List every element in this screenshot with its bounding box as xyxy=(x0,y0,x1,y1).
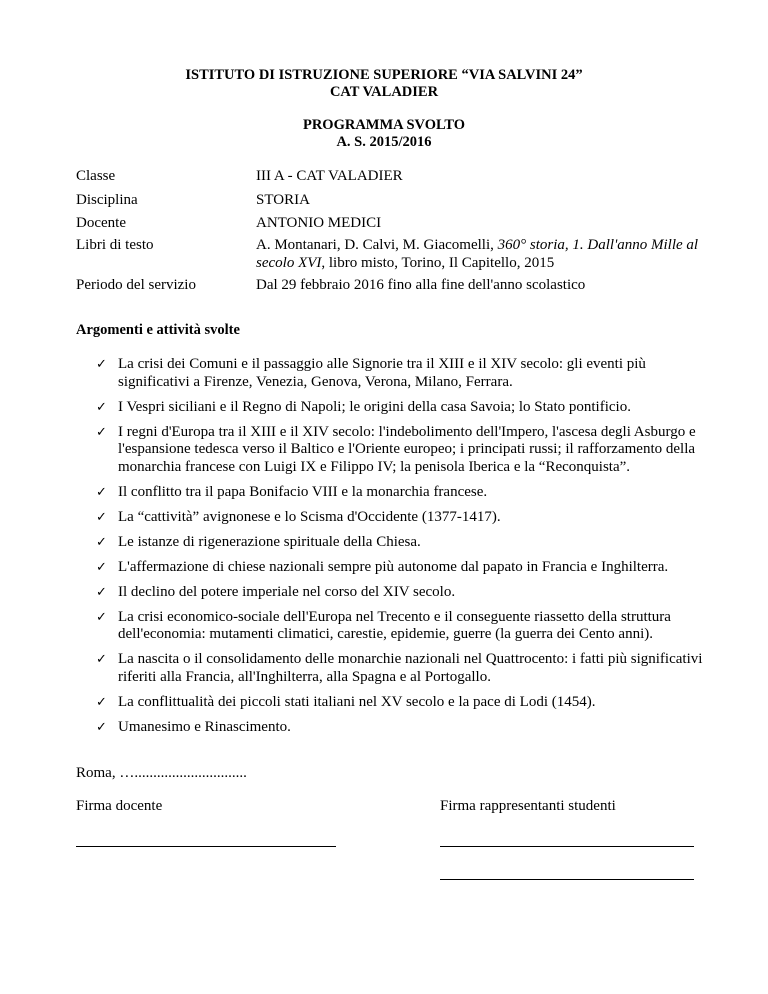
libri-publisher: , libro misto, Torino, Il Capitello, 2015 xyxy=(321,255,555,271)
libri-value xyxy=(256,236,706,272)
firma-docente-label: Firma docente xyxy=(76,798,163,814)
libri-authors: A. Montanari, D. Calvi, M. Giacomelli, xyxy=(256,237,498,253)
classe-value: III A - CAT VALADIER xyxy=(256,168,403,184)
check-icon: ✓ xyxy=(96,534,107,550)
libri-title: 360° storia, 1. Dall'anno Mille al secolo XVI xyxy=(256,237,699,271)
list-item xyxy=(96,356,706,391)
list-item xyxy=(96,484,706,502)
docente-label: Docente xyxy=(76,215,126,231)
topic-text: Umanesimo e Rinascimento. xyxy=(118,718,291,735)
check-icon: ✓ xyxy=(96,719,107,735)
libri-label: Libri di testo xyxy=(76,237,154,253)
disciplina-label: Disciplina xyxy=(76,192,138,208)
firma-studenti-label: Firma rappresentanti studenti xyxy=(440,798,616,814)
topic-text: La conflittualità dei piccoli stati italiani nel XV secolo e la pace di Lodi (1454). xyxy=(118,693,596,710)
section-title: Argomenti e attività svolte xyxy=(76,322,240,338)
school-branch: CAT VALADIER xyxy=(329,84,439,100)
topic-text: L'affermazione di chiese nazionali sempre più autonome dal papato in Francia e Inghilterra. xyxy=(118,558,669,575)
check-icon: ✓ xyxy=(96,399,107,415)
topic-text: La “cattività” avignonese e lo Scisma d'Occidente (1377-1417). xyxy=(118,508,501,525)
classe-label: Classe xyxy=(76,168,116,184)
check-icon: ✓ xyxy=(96,424,107,440)
school-year: A. S. 2015/2016 xyxy=(336,134,432,150)
topic-text: Il declino del potere imperiale nel corso del XIV secolo. xyxy=(118,583,456,600)
check-icon: ✓ xyxy=(96,559,107,575)
topics-list xyxy=(96,356,706,744)
periodo-label: Periodo del servizio xyxy=(76,277,196,293)
list-item xyxy=(96,651,706,686)
program-title: PROGRAMMA SVOLTO xyxy=(302,117,466,133)
topic-text: La crisi economico-sociale dell'Europa nel Trecento e il conseguente riassetto della struttura dell'economia: mutamenti climatici, carestie, epidemie, guerre (la guerra dei Cento anni). xyxy=(118,608,671,642)
list-item xyxy=(96,424,706,477)
topic-text: La nascita o il consolidamento delle monarchie nazionali nel Quattrocento: i fatti più significativi riferiti alla Francia, all'Inghilterra, alla Spagna e al Portogallo. xyxy=(118,651,703,685)
list-item xyxy=(96,719,706,737)
list-item xyxy=(96,694,706,712)
periodo-value: Dal 29 febbraio 2016 fino alla fine dell'anno scolastico xyxy=(256,277,586,293)
check-icon: ✓ xyxy=(96,509,107,525)
list-item xyxy=(96,509,706,527)
list-item xyxy=(96,559,706,577)
list-item xyxy=(96,534,706,552)
check-icon: ✓ xyxy=(96,652,107,667)
signature-line-docente xyxy=(76,846,336,847)
signature-line-studente-1 xyxy=(440,846,694,847)
disciplina-value: STORIA xyxy=(256,192,310,208)
docente-value: ANTONIO MEDICI xyxy=(256,215,382,231)
topic-text: La crisi dei Comuni e il passaggio alle Signorie tra il XIII e il XIV secolo: gli eventi più significativi a Firenze, Venezia, Genova, Verona, Milano, Ferrara. xyxy=(118,356,646,390)
topic-text: I Vespri siciliani e il Regno di Napoli; le origini della casa Savoia; lo Stato pontificio. xyxy=(118,398,631,415)
topic-text: I regni d'Europa tra il XIII e il XIV secolo: l'indebolimento dell'Impero, l'ascesa degli Asburgo e l'espansione tedesca verso il Baltico e l'Oriente europeo; i principati russi; il rafforzamento della monarchia francese con Luigi IX e Filippo IV; la penisola Iberica e la “Reconquista”. xyxy=(118,423,696,475)
check-icon: ✓ xyxy=(96,584,107,600)
school-name: ISTITUTO DI ISTRUZIONE SUPERIORE “VIA SALVINI 24” xyxy=(185,67,583,83)
list-item xyxy=(96,584,706,602)
list-item xyxy=(96,399,706,417)
check-icon: ✓ xyxy=(96,694,107,710)
topic-text: Il conflitto tra il papa Bonifacio VIII e la monarchia francese. xyxy=(118,483,488,500)
check-icon: ✓ xyxy=(96,484,107,500)
check-icon: ✓ xyxy=(96,357,107,372)
place-date: Roma, ….............................. xyxy=(76,765,247,781)
topic-text: Le istanze di rigenerazione spirituale della Chiesa. xyxy=(118,533,421,550)
signature-line-studente-2 xyxy=(440,879,694,880)
check-icon: ✓ xyxy=(96,609,107,625)
list-item xyxy=(96,609,706,644)
